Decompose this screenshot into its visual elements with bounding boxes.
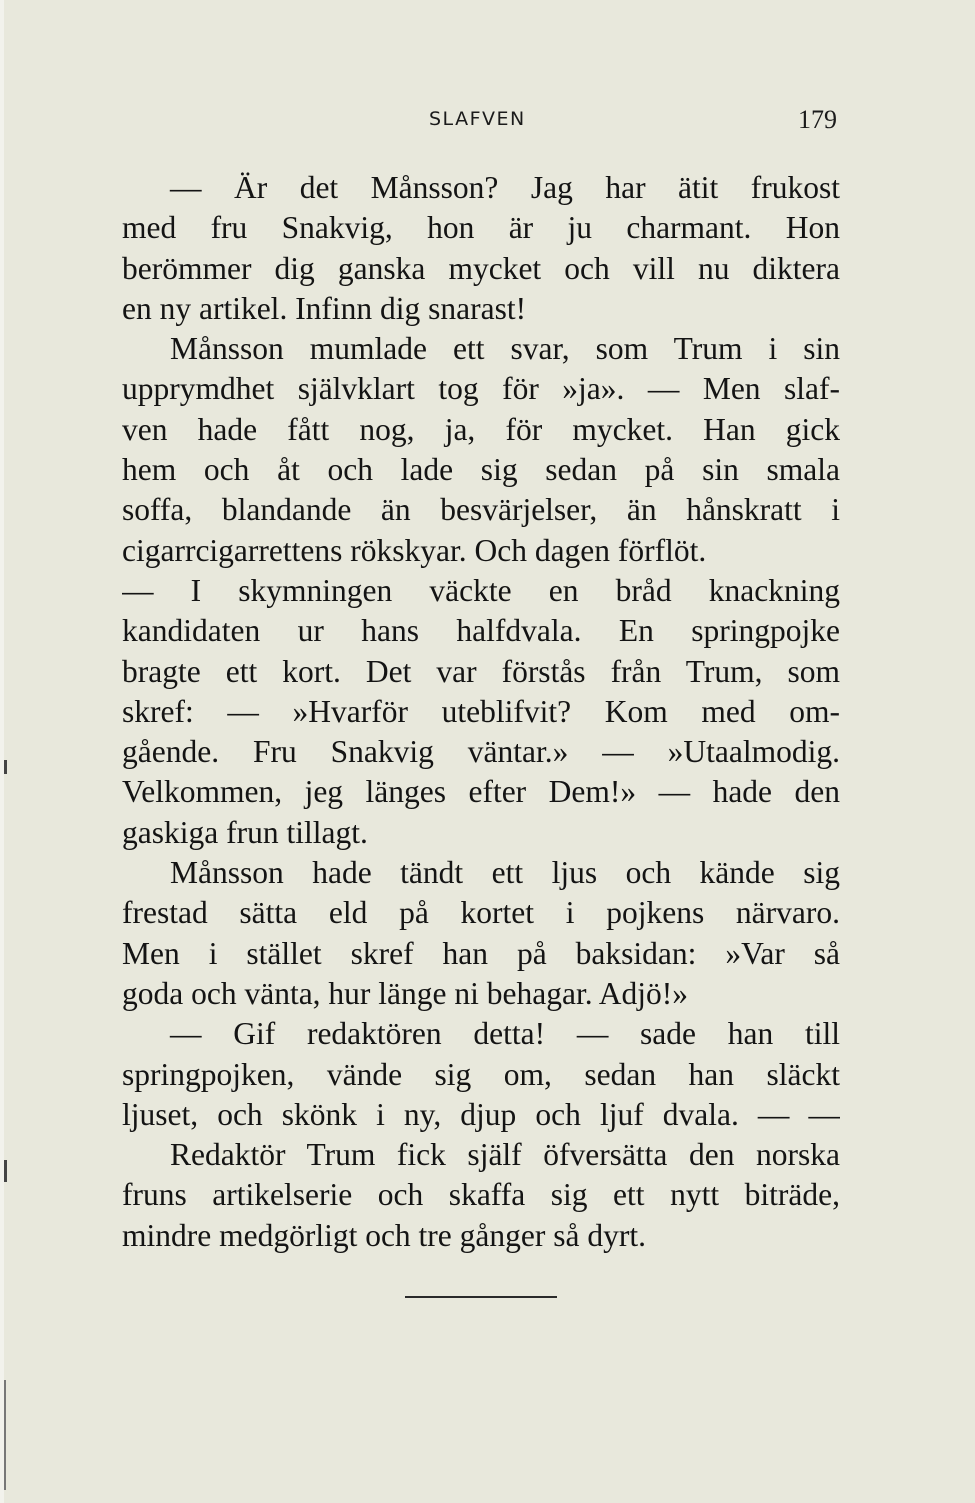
page-number: 179 [798,105,837,134]
text-line: goda och vänta, hur länge ni behagar. Adjö!» [122,975,688,1011]
text-line: — Är det Månsson? Jag har ätit frukost [170,170,840,205]
text-line: — Gif redaktören detta! — sade han till [170,1016,840,1052]
text-line: med fru Snakvig, hon är ju charmant. Hon [122,210,840,246]
running-title: SLAFVEN [429,108,526,130]
text-line: springpojken, vände sig om, sedan han släckt [122,1056,840,1092]
text-line: fruns artikelserie och skaffa sig ett nytt biträde, [122,1177,840,1213]
text-body [122,168,840,1256]
end-rule [405,1296,557,1298]
scan-edge-mark [4,1160,7,1182]
text-line: ven hade fått nog, ja, för mycket. Han gick [122,411,840,447]
text-line: bragte ett kort. Det var förstås från Trum, som [122,653,840,689]
text-line: kandidaten ur hans halfdvala. En springpojke [122,613,840,649]
text-line: — I skymningen väckte en bråd knackning [122,572,840,608]
text-line: mindre medgörligt och tre gånger så dyrt. [122,1217,646,1253]
scan-edge-mark [4,1380,6,1490]
text-line: hem och åt och lade sig sedan på sin smala [122,452,840,488]
text-line: soffa, blandande än besvärjelser, än hånskratt i [122,492,840,528]
page-header [4,105,975,138]
text-line: berömmer dig ganska mycket och vill nu diktera [122,250,840,286]
text-line: Redaktör Trum fick själf öfversätta den norska [170,1137,840,1173]
text-line: skref: — »Hvarför uteblifvit? Kom med om- [122,693,840,729]
text-line: upprymdhet självklart tog för »ja». — Men slaf- [122,371,840,407]
text-line: gående. Fru Snakvig väntar.» — »Utaalmodig. [122,734,840,770]
text-line: Men i stället skref han på baksidan: »Var så [122,935,840,971]
text-line: gaskiga frun tillagt. [122,814,368,850]
text-line: Månsson hade tändt ett ljus och kände sig [170,855,840,891]
text-line: en ny artikel. Infinn dig snarast! [122,290,527,326]
text-line: Månsson mumlade ett svar, som Trum i sin [170,331,840,367]
text-line: cigarrcigarrettens rökskyar. Och dagen förflöt. [122,532,707,568]
text-line: ljuset, och skönk i ny, djup och ljuf dvala. — — [122,1096,840,1132]
text-line: frestad sätta eld på kortet i pojkens närvaro. [122,895,840,931]
scan-edge-mark [4,760,7,774]
text-line: Velkommen, jeg länges efter Dem!» — hade den [122,774,840,810]
